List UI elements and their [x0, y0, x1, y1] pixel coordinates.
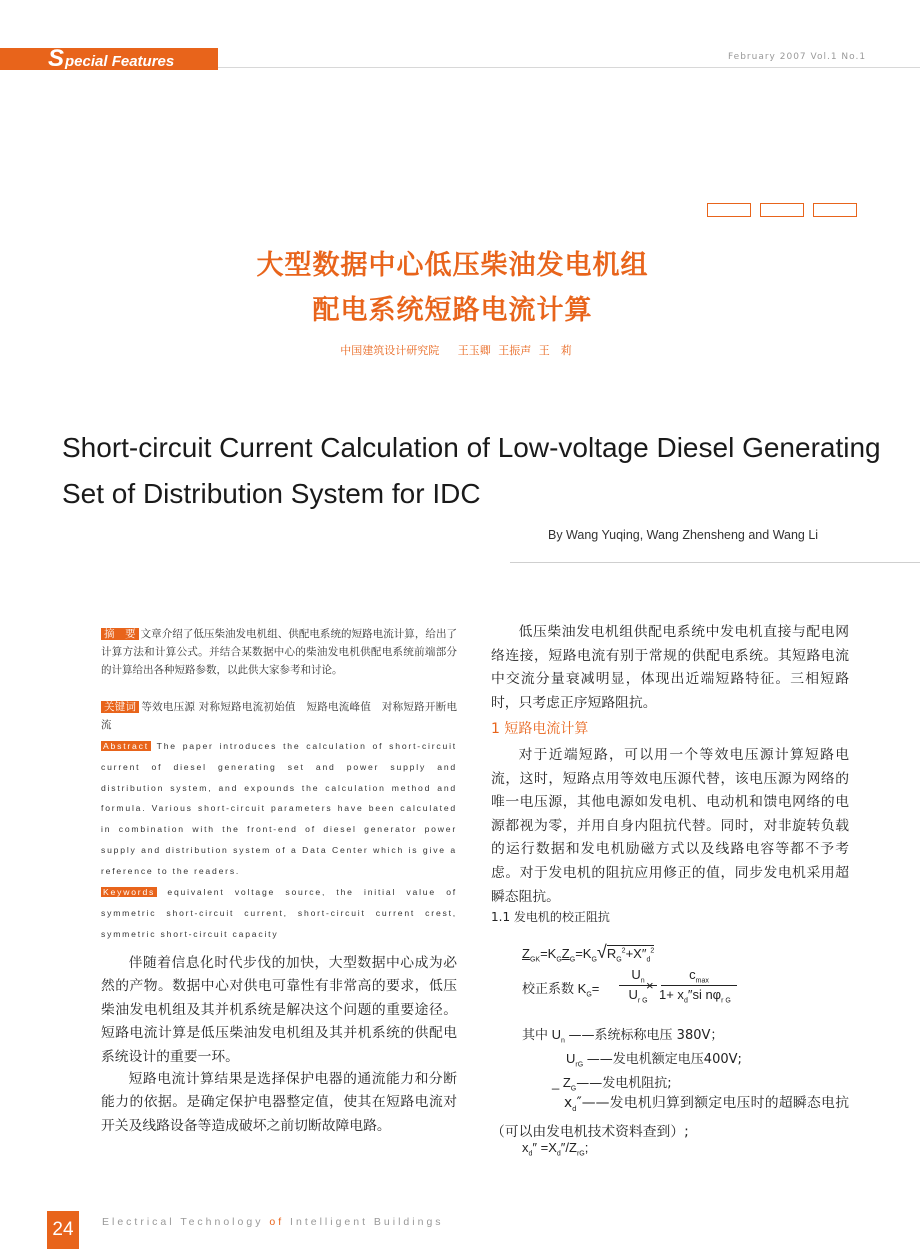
abstract-cn: 摘 要 文章介绍了低压柴油发电机组、供配电系统的短路电流计算，给出了计算方法和计算公式。并结合某数据中心的柴油发电机供配电系统前端部分的计算给出各种短路参数，以此供大家参考和讨论。	[101, 628, 457, 676]
title-en-line1: Short-circuit Current Calculation of Low-voltage Diesel Generating	[62, 432, 881, 463]
formula-xd: $x_d'' =X_d''/Z_{rG}$;	[522, 1140, 589, 1158]
def-urg: $U_{rG}$ ——发电机额定电压400V;	[566, 1051, 742, 1069]
decor-box	[760, 203, 804, 217]
fraction-den-urg: $U_{r G}$	[628, 987, 648, 1005]
abstract-en-tag: Abstract	[103, 741, 149, 751]
formula-kg: 校正系数 $K_G=$	[522, 981, 600, 999]
section-paragraph: 对于近端短路，可以用一个等效电压源计算短路电流，这时，短路点用等效电压源代替，该电压源为网络的唯一电压源，其他电源如发电机、电动机和馈电网络的电源都视为零，并用自身内阻抗代替。同时，对非旋转负载的运行数据和发电机励磁方式以及线路电容等都不予考虑。对于发电机的阻抗应用修正的值，同步发电机采用超瞬态阻抗。	[491, 747, 849, 905]
authors-cn: 中国建筑设计研究院 王玉卿 王振声 王 莉	[340, 344, 572, 357]
fraction-num-cmax: $c_{max}$	[661, 967, 737, 986]
page-number: 24	[47, 1211, 79, 1249]
issue-info: February 2007 Vol.1 No.1	[728, 52, 867, 62]
decor-box	[813, 203, 857, 217]
section-heading: 1 短路电流计算	[491, 721, 589, 737]
fraction-den-xd: $1+ x_d''si$ $n\varphi_{r G}$	[659, 987, 731, 1005]
def-zg: _ $Z_G——$发电机阻抗;	[552, 1075, 672, 1093]
section-logo-text: Special Features	[48, 45, 175, 72]
keywords-cn-tag: 关键词	[101, 701, 139, 713]
def-xd: $x_d''——$发电机归算到额定电压时的超瞬态电抗（可以由发电机技术资料查到）;	[491, 1095, 849, 1141]
body-paragraph: 短路电流计算结果是选择保护电器的通流能力和分断能力的依据。是确定保护电器整定值，使其在短路电流对开关及线路设备等造成破坏之前切断故障电路。	[101, 1071, 457, 1134]
header-rule	[218, 67, 920, 68]
body-paragraph: 伴随着信息化时代步伐的加快，大型数据中心成为必然的产物。数据中心对供电可靠性有非常高的要求，低压柴油发电机组及其并机系统是解决这个问题的重要途径。短路电流计算是低压柴油发电机组及其并机系统的供配电系统设计的重要一环。	[101, 955, 457, 1065]
formula-zgk: $Z_{GK}=K_GZ_G=K_G√R_G^2+X''_d^2$	[522, 942, 655, 964]
title-en-line2: Set of Distribution System for IDC	[62, 478, 481, 509]
keywords-en-tag: Keywords	[103, 887, 156, 897]
keywords-en: Keywords equivalent voltage source, the initial value of symmetric short-circuit current, short-circuit current crest, symmetric short-circuit capacity	[101, 887, 457, 939]
keywords-cn: 关键词 等效电压源 对称短路电流初始值 短路电流峰值 对称短路开断电流	[101, 701, 457, 731]
fraction-num-un: $U_n$	[619, 967, 657, 986]
title-cn-line1: 大型数据中心低压柴油发电机组	[256, 250, 649, 281]
times-sign: ×	[646, 978, 654, 993]
subsection-heading: 1.1 发电机的校正阻抗	[491, 910, 610, 924]
abstract-cn-tag: 摘 要	[101, 628, 139, 640]
def-un: 其中 $U_n$ ——系统标称电压 380V；	[522, 1027, 724, 1045]
intro-paragraph: 低压柴油发电机组供配电系统中发电机直接与配电网络连接，短路电流有别于常规的供配电系统。其短路电流中交流分量衰减明显，体现出近端短路特征。三相短路时，只考虑正序短路阻抗。	[491, 624, 849, 711]
decor-box	[707, 203, 751, 217]
title-cn-line2: 配电系统短路电流计算	[312, 295, 593, 326]
byline: By Wang Yuqing, Wang Zhensheng and Wang Li	[548, 528, 819, 542]
title-rule	[510, 562, 920, 563]
abstract-en: Abstract The paper introduces the calculation of short-circuit current of diesel generating set and power supply and distribution system, and expounds the calculation method and formula. Various short-circuit parameters have been calculated in combination with the front-end of diesel generator power supply and distribution system of a Data Center which is give a reference to the readers.	[101, 741, 457, 876]
journal-name: Electrical Technology of Intelligent Buildings	[102, 1216, 444, 1228]
